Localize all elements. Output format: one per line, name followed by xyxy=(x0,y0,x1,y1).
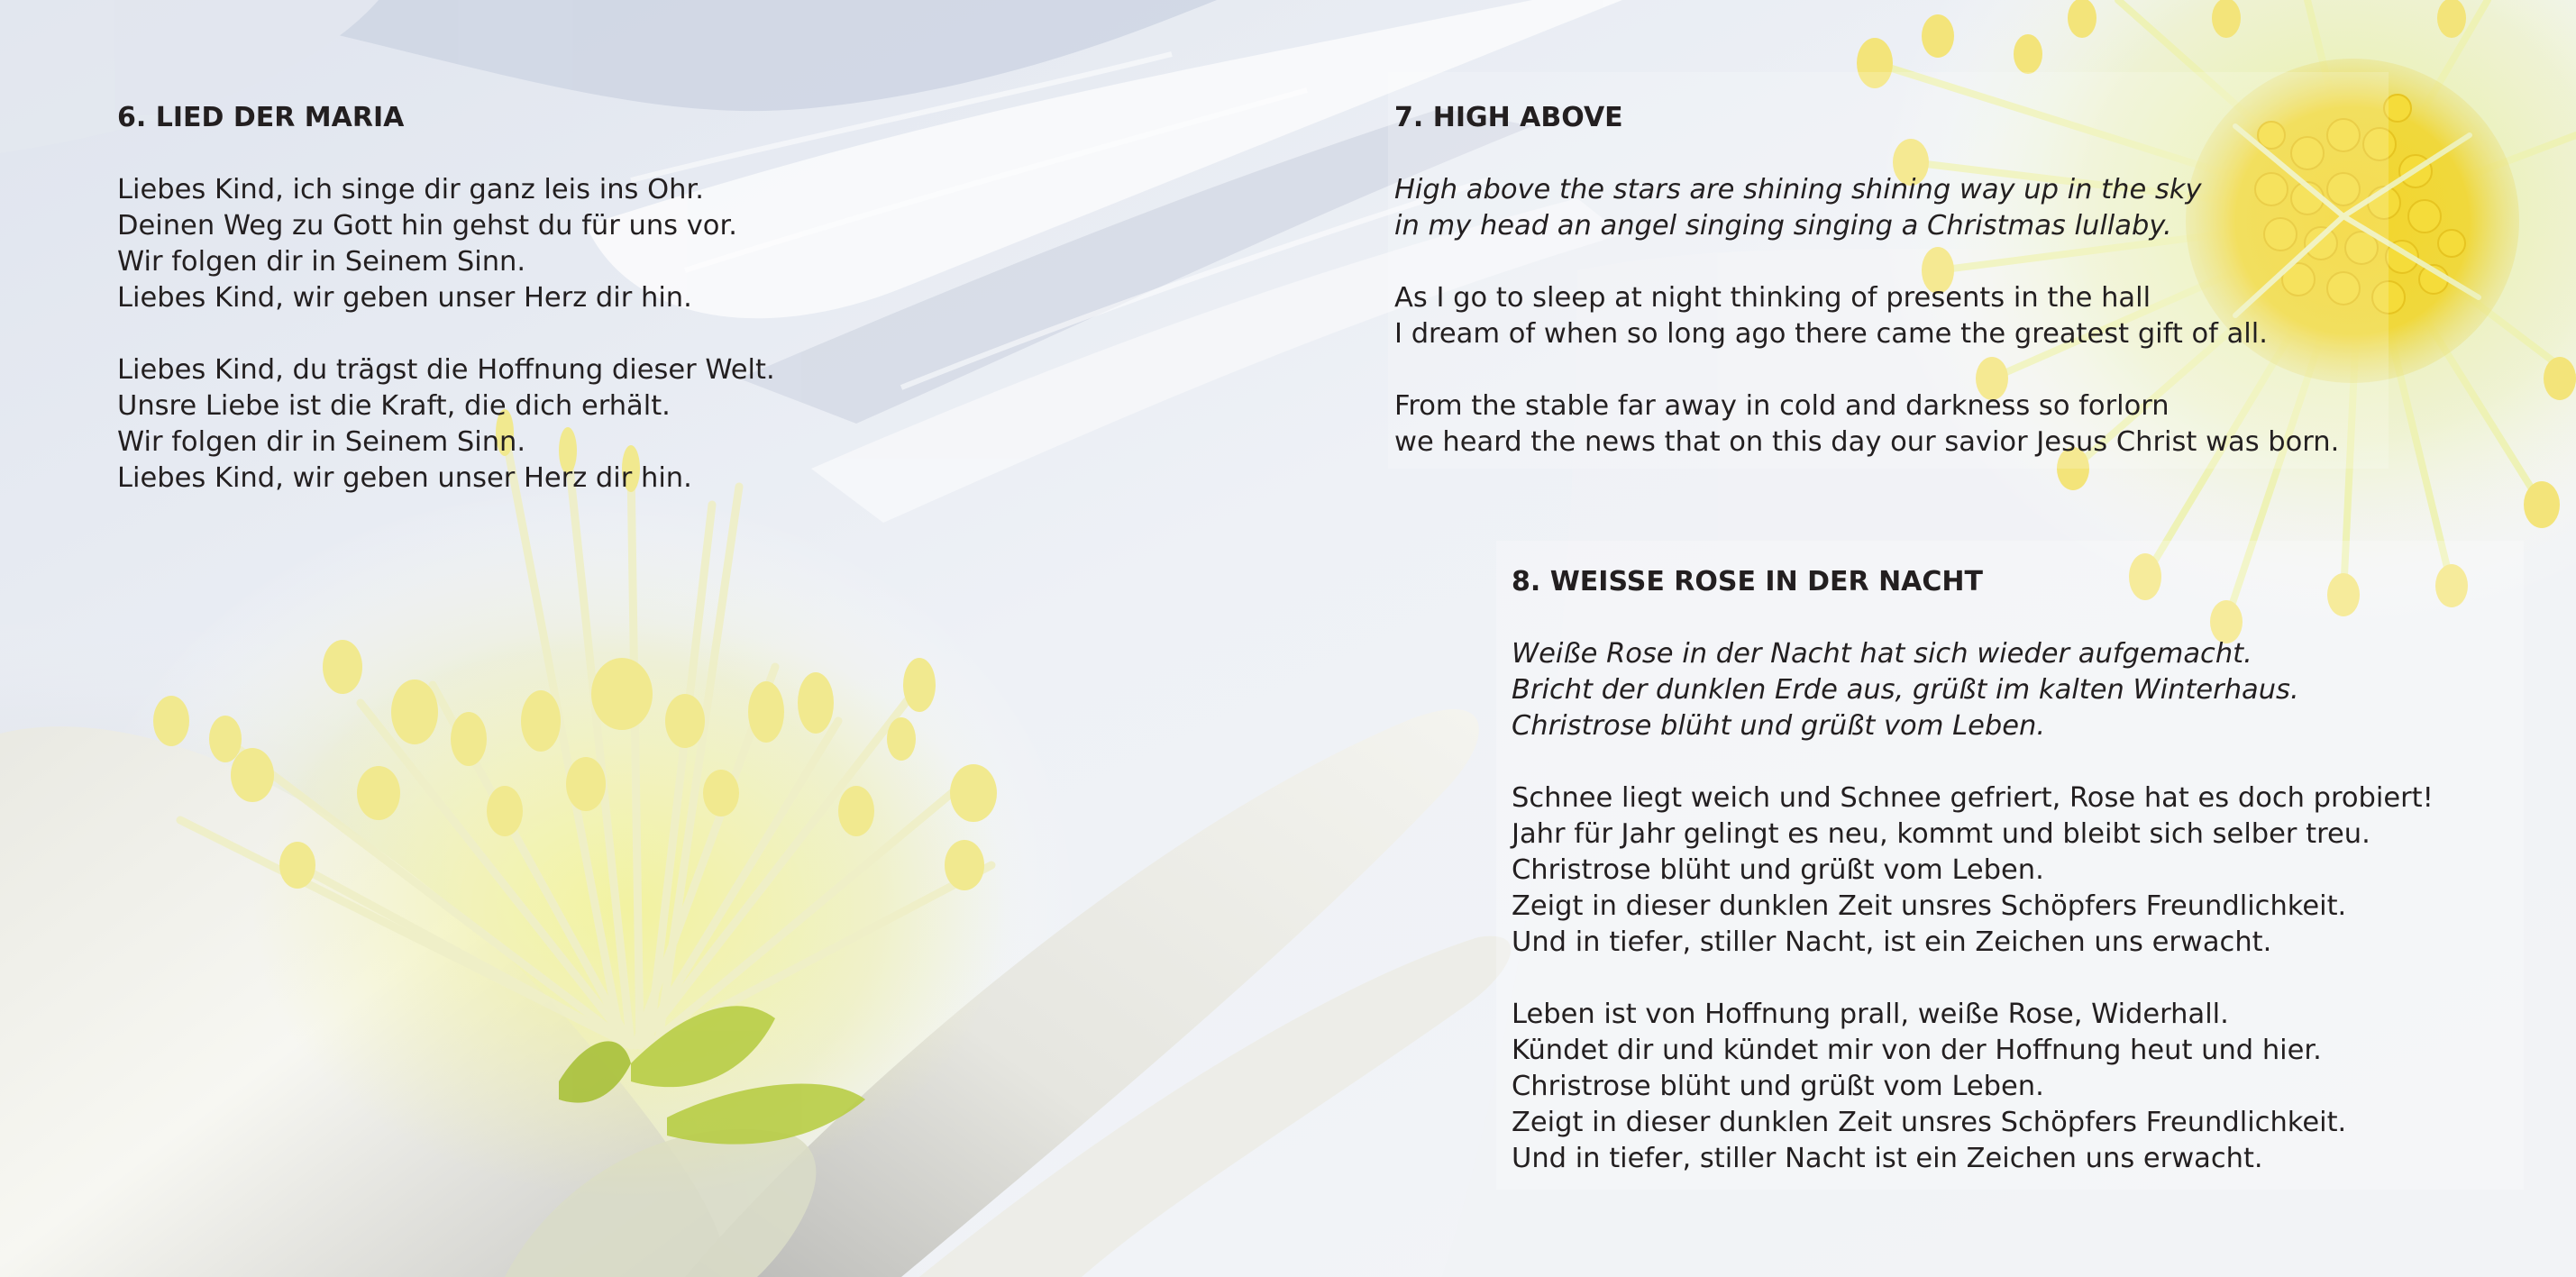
lyric-line: Christrose blüht und grüßt vom Leben. xyxy=(1512,710,2046,742)
stanza xyxy=(1512,780,2434,961)
lyric-line: Zeigt in dieser dunklen Zeit unsres Schöpfers Freundlichkeit. xyxy=(1512,890,2347,922)
lyric-line: Christrose blüht und grüßt vom Leben. xyxy=(1512,854,2044,886)
lyric-line: Deinen Weg zu Gott hin gehst du für uns vor. xyxy=(117,210,737,242)
song-title: 8. WEISSE ROSE IN DER NACHT xyxy=(1512,566,1983,597)
lyric-line: in my head an angel singing singing a Christmas lullaby. xyxy=(1394,210,2172,242)
song-title: 7. HIGH ABOVE xyxy=(1394,102,1623,133)
lyric-line: Liebes Kind, du trägst die Hoffnung dieser Welt. xyxy=(117,354,775,386)
stanza xyxy=(1394,280,2339,352)
lyric-line: Und in tiefer, stiller Nacht, ist ein Zeichen uns erwacht. xyxy=(1512,926,2272,958)
song-high-above xyxy=(1394,100,2339,461)
stanza-refrain xyxy=(1394,172,2339,244)
lyric-line: Liebes Kind, ich singe dir ganz leis ins Ohr. xyxy=(117,174,704,205)
stanza-refrain xyxy=(1512,636,2434,744)
lyric-line: Liebes Kind, wir geben unser Herz dir hin. xyxy=(117,462,692,494)
stanza xyxy=(1512,997,2434,1177)
lyric-line: Leben ist von Hoffnung prall, weiße Rose, Widerhall. xyxy=(1512,999,2229,1030)
lyric-line: From the stable far away in cold and darkness so forlorn xyxy=(1394,390,2170,422)
lyric-line: Liebes Kind, wir geben unser Herz dir hin. xyxy=(117,282,692,314)
lyric-line: As I go to sleep at night thinking of presents in the hall xyxy=(1394,282,2151,314)
song-title: 6. LIED DER MARIA xyxy=(117,102,405,133)
lyric-line: High above the stars are shining shining way up in the sky xyxy=(1394,174,2202,205)
lyric-line: Zeigt in dieser dunklen Zeit unsres Schöpfers Freundlichkeit. xyxy=(1512,1107,2347,1138)
lyric-line: Christrose blüht und grüßt vom Leben. xyxy=(1512,1071,2044,1102)
lyric-line: we heard the news that on this day our savior Jesus Christ was born. xyxy=(1394,426,2340,458)
lyric-line: Und in tiefer, stiller Nacht ist ein Zeichen uns erwacht. xyxy=(1512,1143,2263,1174)
lyric-line: Kündet dir und kündet mir von der Hoffnung heut und hier. xyxy=(1512,1035,2322,1066)
song-weisse-rose xyxy=(1512,564,2434,1177)
lyric-line: Weiße Rose in der Nacht hat sich wieder aufgemacht. xyxy=(1512,638,2252,670)
lyric-line: Wir folgen dir in Seinem Sinn. xyxy=(117,246,526,278)
lyric-line: Jahr für Jahr gelingt es neu, kommt und bleibt sich selber treu. xyxy=(1512,818,2370,850)
stanza xyxy=(117,172,775,316)
lyric-line: Schnee liegt weich und Schnee gefriert, Rose hat es doch probiert! xyxy=(1512,782,2434,814)
lyric-line: Bricht der dunklen Erde aus, grüßt im kalten Winterhaus. xyxy=(1512,674,2299,706)
lyric-line: I dream of when so long ago there came the greatest gift of all. xyxy=(1394,318,2268,350)
stanza xyxy=(1394,388,2339,461)
stanza xyxy=(117,352,775,497)
lyric-line: Wir folgen dir in Seinem Sinn. xyxy=(117,426,526,458)
song-lied-der-maria xyxy=(117,100,775,497)
lyric-line: Unsre Liebe ist die Kraft, die dich erhält. xyxy=(117,390,671,422)
